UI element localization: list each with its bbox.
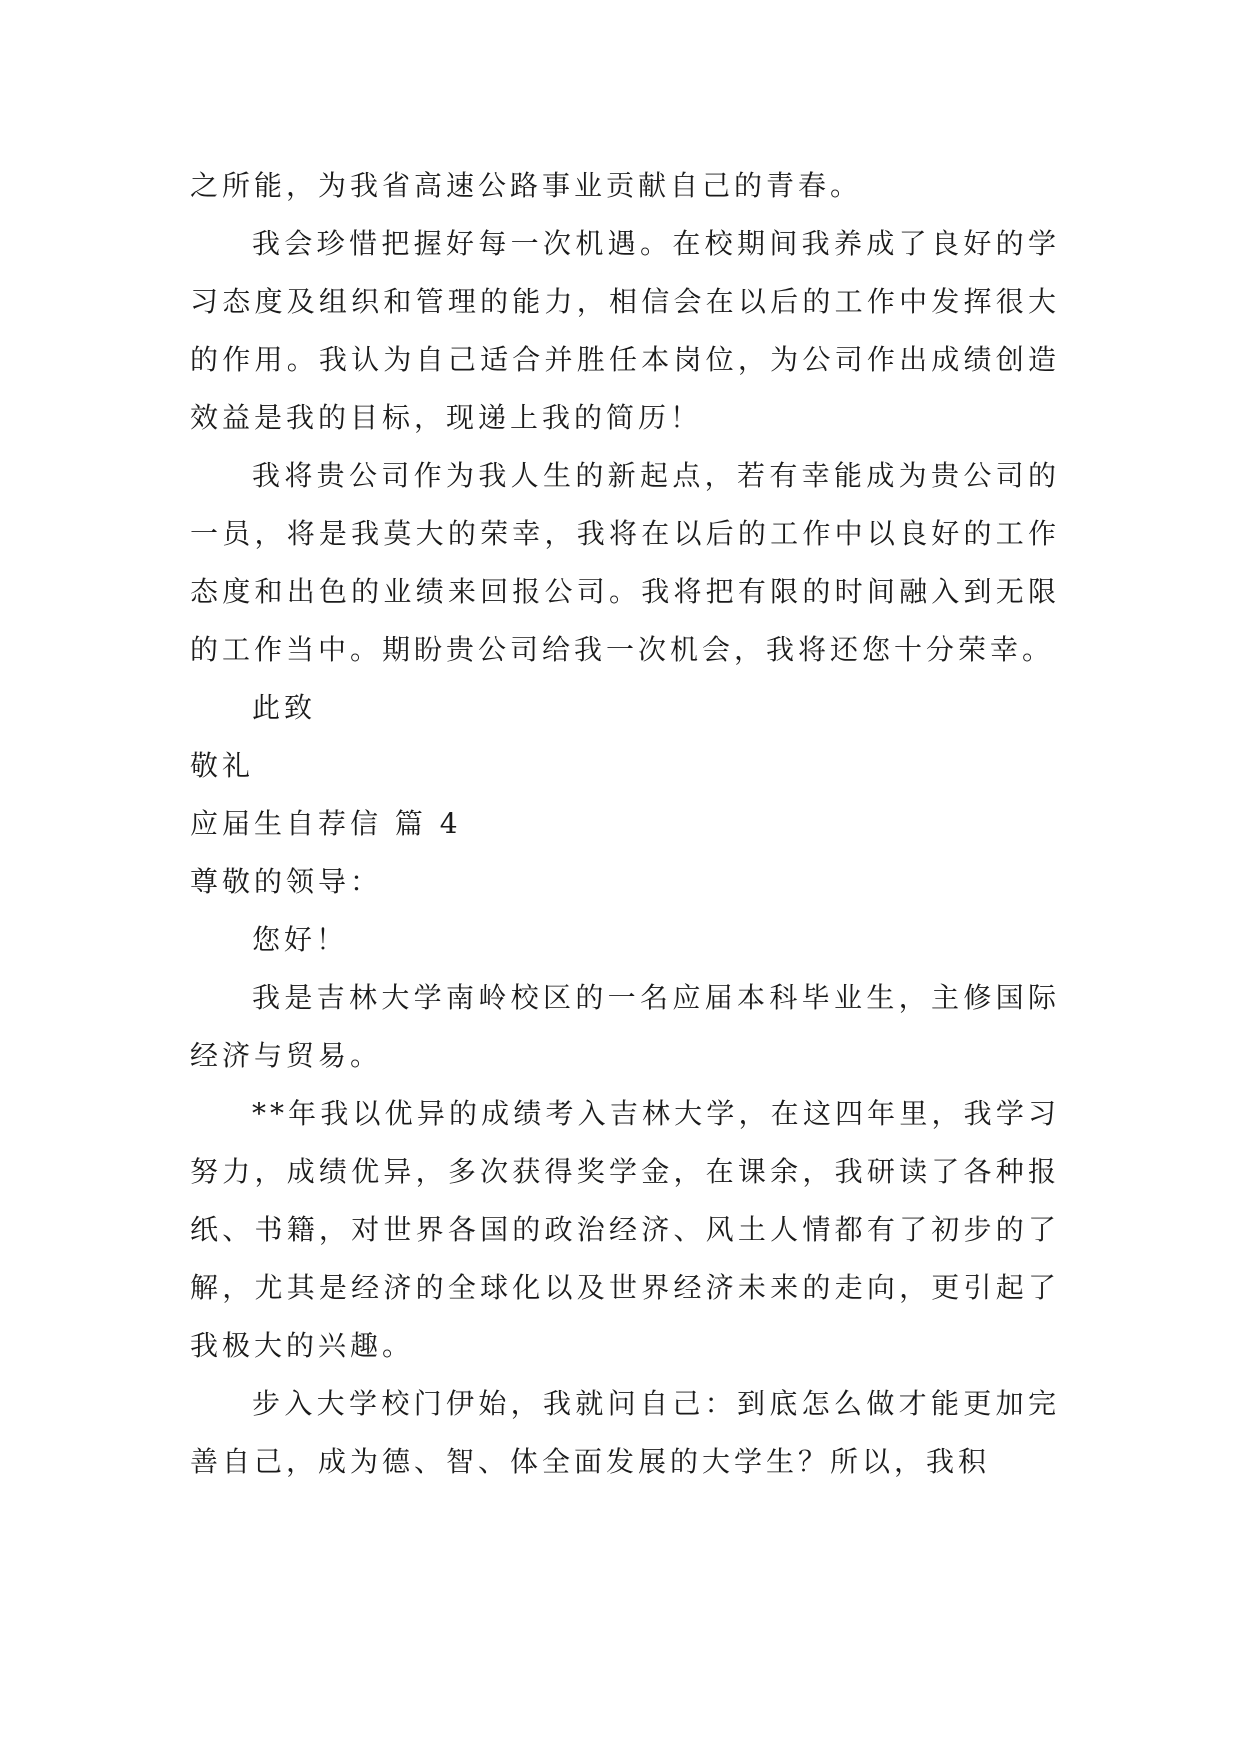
paragraph-self-improvement: 步入大学校门伊始，我就问自己：到底怎么做才能更加完善自己，成为德、智、体全面发展的大学生？所以，我积	[190, 1387, 1060, 1478]
closing-regards: 敬礼	[190, 749, 255, 782]
greeting: 您好！	[252, 923, 349, 956]
closing-salutation: 此致	[252, 691, 317, 724]
paragraph-new-start: 我将贵公司作为我人生的新起点，若有幸能成为贵公司的一员，将是我莫大的荣幸，我将在以后的工作中以良好的工作态度和出色的业绩来回报公司。我将把有限的时间融入到无限的工作当中。期盼贵公司给我一次机会，我将还您十分荣幸。	[190, 459, 1060, 666]
letter-salutation: 尊敬的领导：	[190, 865, 383, 898]
section-heading: 应届生自荐信 篇 4	[190, 807, 462, 840]
document-body	[190, 157, 1060, 1491]
paragraph-continuation: 之所能，为我省高速公路事业贡献自己的青春。	[190, 169, 863, 202]
paragraph-opportunity: 我会珍惜把握好每一次机遇。在校期间我养成了良好的学习态度及组织和管理的能力，相信会在以后的工作中发挥很大的作用。我认为自己适合并胜任本岗位，为公司作出成绩创造效益是我的目标，现递上我的简历！	[190, 227, 1060, 434]
paragraph-introduction: 我是吉林大学南岭校区的一名应届本科毕业生，主修国际经济与贸易。	[190, 981, 1060, 1072]
paragraph-university-years: **年我以优异的成绩考入吉林大学，在这四年里，我学习努力，成绩优异，多次获得奖学金，在课余，我研读了各种报纸、书籍，对世界各国的政治经济、风土人情都有了初步的了解，尤其是经济的全球化以及世界经济未来的走向，更引起了我极大的兴趣。	[190, 1097, 1060, 1362]
